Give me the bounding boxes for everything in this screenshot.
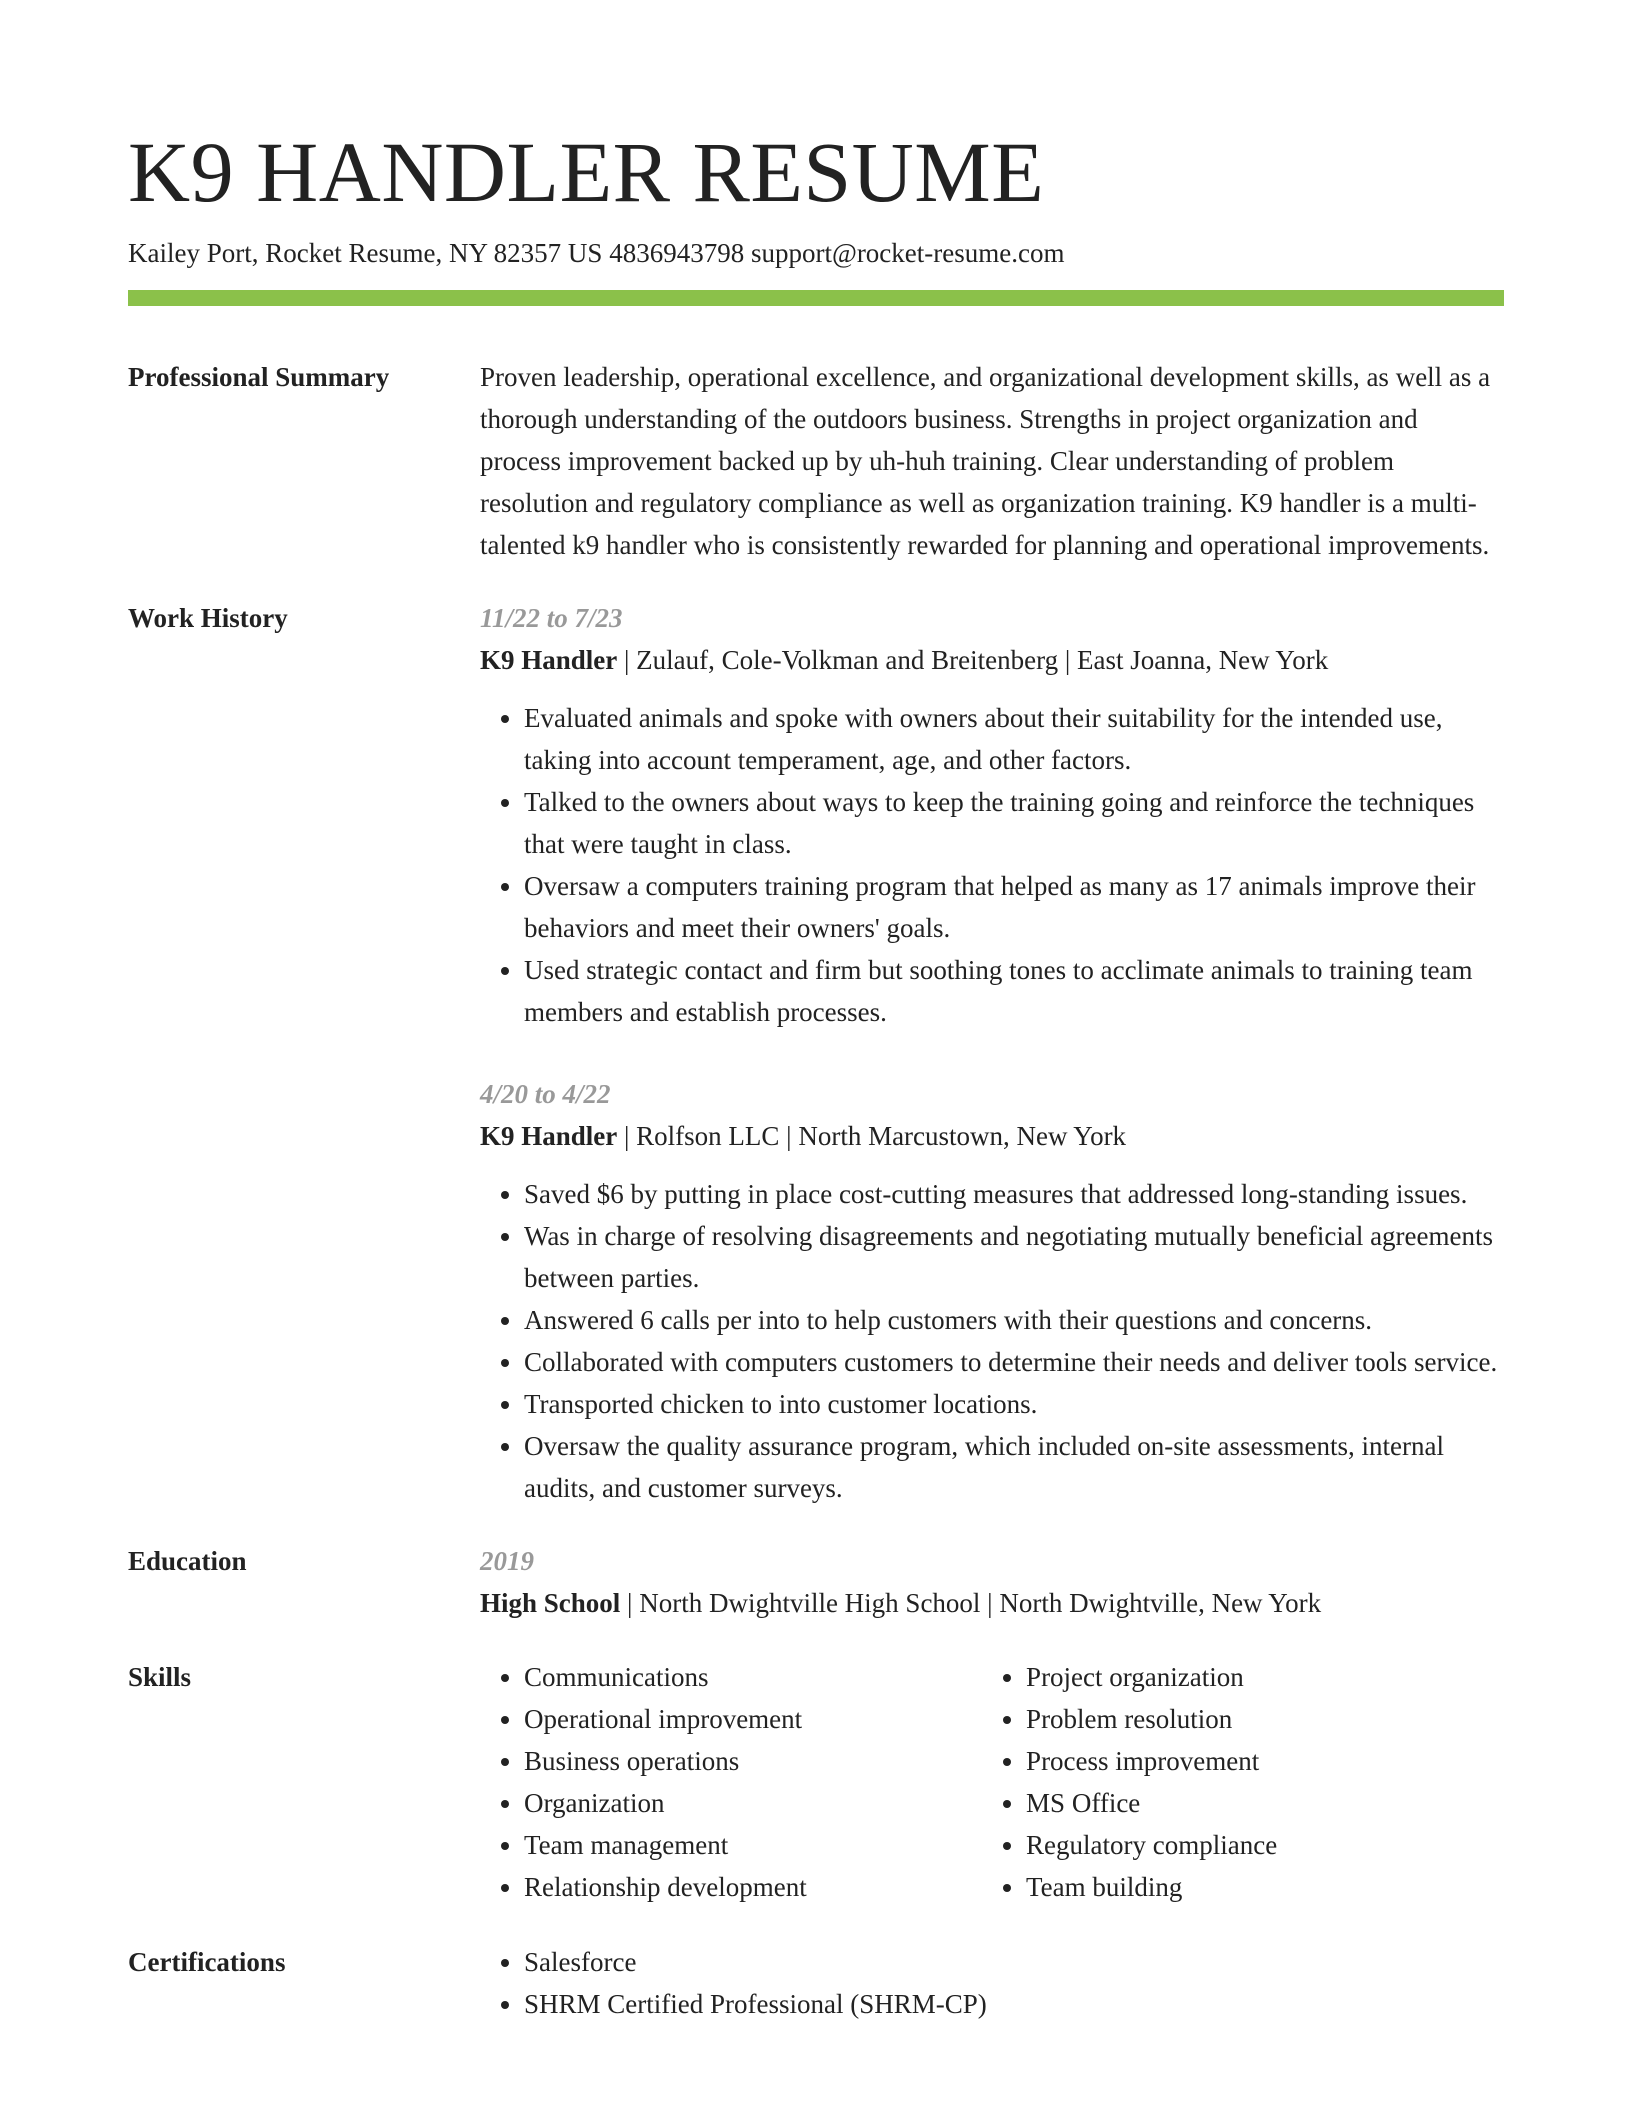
list-item: • Used strategic contact and firm but soothing tones to acclimate animals to training team members and establish processes. xyxy=(524,949,1504,1033)
skills-list-right xyxy=(982,1656,1504,1908)
list-item: • Project organization xyxy=(1026,1656,1504,1698)
section-body xyxy=(480,356,1504,566)
section-label: Skills xyxy=(128,1662,192,1692)
accent-divider xyxy=(128,290,1504,306)
section-certifications xyxy=(128,1941,1504,2025)
job-bullets xyxy=(480,697,1504,1033)
section-body xyxy=(480,597,1504,1509)
section-label: Work History xyxy=(128,603,288,633)
skills-columns xyxy=(480,1656,1504,1908)
list-item: • Operational improvement xyxy=(524,1698,982,1740)
list-item: • Process improvement xyxy=(1026,1740,1504,1782)
certifications-list xyxy=(480,1941,1504,2025)
job-title: K9 Handler xyxy=(480,645,618,675)
list-item: • Talked to the owners about ways to keep the training going and reinforce the techniques that were taught in class. xyxy=(524,781,1504,865)
section-label: Certifications xyxy=(128,1947,286,1977)
list-item: • Oversaw a computers training program that helped as many as 17 animals improve their behaviors and meet their owners' goals. xyxy=(524,865,1504,949)
resume-page xyxy=(128,0,1504,2025)
list-item: • Organization xyxy=(524,1782,982,1824)
job-date: 4/20 to 4/22 xyxy=(480,1079,611,1109)
job-details: | Zulauf, Cole-Volkman and Breitenberg | East Joanna, New York xyxy=(617,645,1329,675)
list-item: • MS Office xyxy=(1026,1782,1504,1824)
job-entry xyxy=(480,597,1504,1033)
list-item: • Team management xyxy=(524,1824,982,1866)
education-details: | North Dwightville High School | North Dwightville, New York xyxy=(620,1588,1322,1618)
list-item: • Oversaw the quality assurance program, which included on-site assessments, internal audits, and customer surveys. xyxy=(524,1425,1504,1509)
job-bullets xyxy=(480,1173,1504,1509)
list-item: • Regulatory compliance xyxy=(1026,1824,1504,1866)
job-details: | Rolfson LLC | North Marcustown, New York xyxy=(617,1121,1127,1151)
section-body xyxy=(480,1941,1504,2025)
contact-line: Kailey Port, Rocket Resume, NY 82357 US 4836943798 support@rocket-resume.com xyxy=(128,238,1065,268)
list-item: • Relationship development xyxy=(524,1866,982,1908)
section-skills xyxy=(128,1656,1504,1908)
job-line xyxy=(480,1115,1504,1157)
section-professional-summary xyxy=(128,356,1504,566)
job-entry xyxy=(480,1073,1504,1509)
education-date: 2019 xyxy=(480,1546,534,1576)
list-item: • Answered 6 calls per into to help customers with their questions and concerns. xyxy=(524,1299,1504,1341)
job-title: K9 Handler xyxy=(480,1121,618,1151)
list-item: • Salesforce xyxy=(524,1941,1504,1983)
section-education xyxy=(128,1540,1504,1624)
section-body xyxy=(480,1656,1504,1908)
section-label: Education xyxy=(128,1546,247,1576)
summary-text: Proven leadership, operational excellence, and organizational development skills, as well as a thorough understanding of the outdoors business. Strengths in project organization and process improvement backed up by uh-huh training. Clear understanding of problem resolution and regulatory compliance as well as organization training. K9 handler is a multi-talented k9 handler who is consistently rewarded for planning and operational improvements. xyxy=(480,362,1491,560)
list-item: • Problem resolution xyxy=(1026,1698,1504,1740)
list-item: • Saved $6 by putting in place cost-cutting measures that addressed long-standing issues. xyxy=(524,1173,1504,1215)
list-item: • Evaluated animals and spoke with owners about their suitability for the intended use, taking into account temperament, age, and other factors. xyxy=(524,697,1504,781)
job-date: 11/22 to 7/23 xyxy=(480,603,623,633)
job-line xyxy=(480,639,1504,681)
list-item: • Collaborated with computers customers to determine their needs and deliver tools service. xyxy=(524,1341,1504,1383)
list-item: • Team building xyxy=(1026,1866,1504,1908)
list-item: • Was in charge of resolving disagreements and negotiating mutually beneficial agreements between parties. xyxy=(524,1215,1504,1299)
list-item: • Transported chicken to into customer locations. xyxy=(524,1383,1504,1425)
list-item: • SHRM Certified Professional (SHRM-CP) xyxy=(524,1983,1504,2025)
list-item: • Communications xyxy=(524,1656,982,1698)
section-label: Professional Summary xyxy=(128,362,390,392)
resume-title: K9 HANDLER RESUME xyxy=(128,124,1045,220)
education-line xyxy=(480,1582,1504,1624)
list-item: • Business operations xyxy=(524,1740,982,1782)
education-degree: High School xyxy=(480,1588,621,1618)
section-body xyxy=(480,1540,1504,1624)
section-work-history xyxy=(128,597,1504,1509)
skills-list-left xyxy=(480,1656,982,1908)
